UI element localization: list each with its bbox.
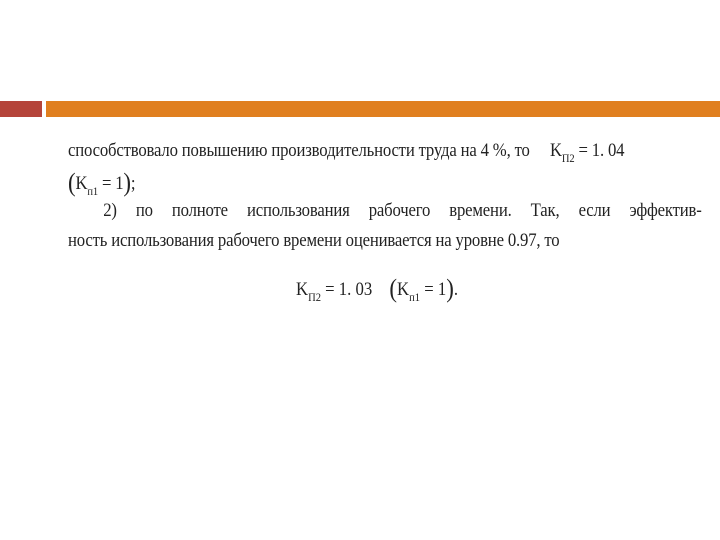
text-line-3 [68, 198, 702, 228]
eq-one: = 1 [101, 173, 124, 194]
line4-text: ность использования рабочего времени оценивается на уровне 0.97, то [68, 230, 560, 251]
accent-bar-left [0, 101, 42, 117]
period: . [453, 279, 459, 300]
accent-bar-right [46, 101, 720, 117]
document-text [68, 138, 702, 258]
k-subscript-p1: п1 [409, 290, 421, 304]
close-paren: ) [446, 274, 454, 303]
k-symbol: K [550, 140, 562, 161]
close-paren: ) [123, 168, 131, 197]
semicolon: ; [130, 173, 136, 194]
k-subscript-p1: п1 [87, 184, 98, 198]
k-subscript-p2: П2 [308, 290, 321, 304]
open-paren: ( [389, 274, 398, 303]
formula-value: = 1. 03 [325, 279, 373, 300]
text-line-1 [68, 138, 625, 168]
formula-k-p2 [296, 272, 458, 302]
eq-one: = 1 [424, 279, 447, 300]
k-symbol: K [397, 279, 410, 300]
text-line-4 [68, 228, 596, 258]
line3-text: 2) по полноте использования рабочего времени. Так, если эффектив- [103, 200, 702, 221]
k-symbol: K [296, 279, 309, 300]
line1-value: = 1. 04 [578, 140, 625, 161]
text-line-2 [68, 168, 596, 198]
k-subscript-p2: П2 [561, 151, 575, 165]
open-paren: ( [68, 168, 76, 197]
k-symbol: K [75, 173, 88, 194]
line1-text: способствовало повышению производительности труда на 4 %, то [68, 140, 530, 161]
